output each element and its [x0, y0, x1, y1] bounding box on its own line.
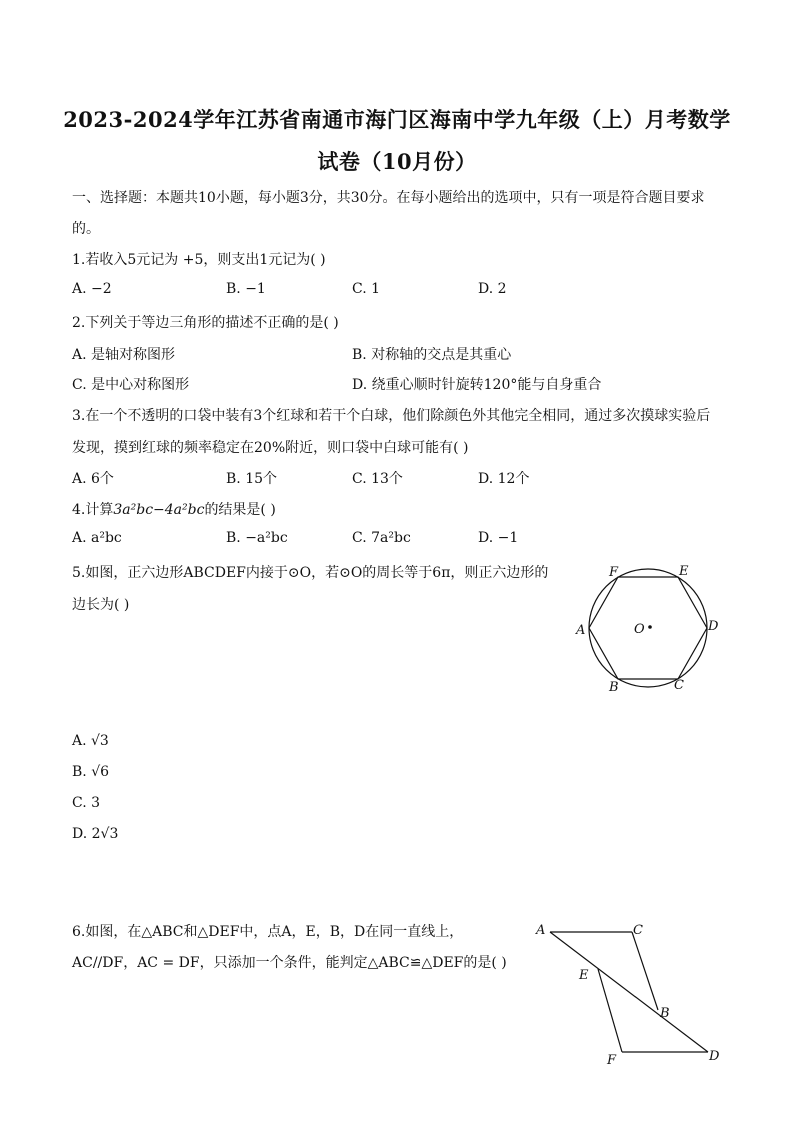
q6-segment-ad [550, 932, 708, 1052]
q4-stem [72, 499, 276, 519]
q5-label-b: B [609, 680, 619, 695]
q5-option-c: C. 3 [72, 795, 101, 811]
q4-option-d: D. −1 [478, 530, 519, 546]
q6-label-d: D [709, 1049, 720, 1064]
q1-option-a: A. −2 [72, 281, 112, 297]
q6-segment-cb [632, 932, 658, 1010]
q6-label-b: B [660, 1006, 670, 1021]
q5-circle [589, 569, 707, 687]
exam-title-line2: 试卷（10月份） [317, 149, 477, 174]
q2-stem: 2.下列关于等边三角形的描述不正确的是( ) [72, 315, 339, 331]
q3-stem-line1: 3.在一个不透明的口袋中装有3个红球和若干个白球，他们除颜色外其他完全相同，通过多次摸球实验后 [72, 408, 711, 424]
q4-stem-pre: 4.计算 [72, 502, 114, 518]
q5-stem-line1: 5.如图，正六边形ABCDEF内接于⊙O，若⊙O的周长等于6π，则正六边形的 [72, 565, 549, 581]
q1-stem: 1.若收入5元记为 +5，则支出1元记为( ) [72, 252, 326, 268]
q6-stem-line2: AC//DF，AC = DF，只添加一个条件，能判定△ABC≌△DEF的是( ) [72, 955, 507, 971]
q1-option-d: D. 2 [478, 281, 507, 297]
q4-option-c: C. 7a²bc [352, 530, 411, 546]
q5-hexagon [589, 577, 707, 679]
q5-option-b: B. √6 [72, 764, 110, 780]
q6-label-f: F [607, 1053, 617, 1068]
q5-label-e: E [679, 564, 689, 579]
q3-stem-line2: 发现，摸到红球的频率稳定在20%附近，则口袋中白球可能有( ) [72, 440, 469, 456]
q3-option-c: C. 13个 [352, 471, 403, 487]
q5-label-a: A [576, 623, 586, 638]
q1-option-b: B. −1 [226, 281, 266, 297]
q2-option-a: A. 是轴对称图形 [72, 347, 176, 363]
q6-label-a: A [536, 923, 546, 938]
q2-option-d: D. 绕重心顺时针旋转120°能与自身重合 [352, 377, 602, 393]
q1-option-c: C. 1 [352, 281, 381, 297]
q6-label-c: C [633, 923, 643, 938]
q2-option-b: B. 对称轴的交点是其重心 [352, 347, 512, 363]
q5-label-c: C [674, 678, 684, 693]
q2-option-c: C. 是中心对称图形 [72, 377, 190, 393]
q5-label-d: D [708, 619, 719, 634]
section-instructions-line2: 的。 [72, 221, 100, 237]
q3-option-b: B. 15个 [226, 471, 278, 487]
q6-stem-line1: 6.如图，在△ABC和△DEF中，点A，E，B，D在同一直线上， [72, 924, 464, 940]
q5-option-d: D. 2√3 [72, 826, 119, 842]
q5-hexagon-circle-figure [568, 558, 728, 698]
q5-center-dot [648, 625, 652, 629]
q4-stem-expression: 3a²bc−4a²bc [113, 502, 205, 518]
q5-stem-line2: 边长为( ) [72, 597, 130, 613]
section-instructions-line1: 一、选择题：本题共10小题，每小题3分，共30分。在每小题给出的选项中，只有一项是符合题目要求 [72, 190, 705, 206]
q3-option-d: D. 12个 [478, 471, 530, 487]
q3-option-a: A. 6个 [72, 471, 114, 487]
q5-label-f: F [609, 565, 619, 580]
q5-option-a: A. √3 [72, 733, 109, 749]
q4-stem-post: 的结果是( ) [204, 502, 276, 518]
q4-option-b: B. −a²bc [226, 530, 288, 546]
q6-triangles-figure [530, 918, 730, 1070]
q4-option-a: A. a²bc [72, 530, 122, 546]
exam-title-line1: 2023-2024学年江苏省南通市海门区海南中学九年级（上）月考数学 [63, 107, 731, 132]
q6-segment-fe [598, 969, 622, 1052]
q5-label-o: O [634, 622, 645, 637]
q6-label-e: E [579, 968, 589, 983]
